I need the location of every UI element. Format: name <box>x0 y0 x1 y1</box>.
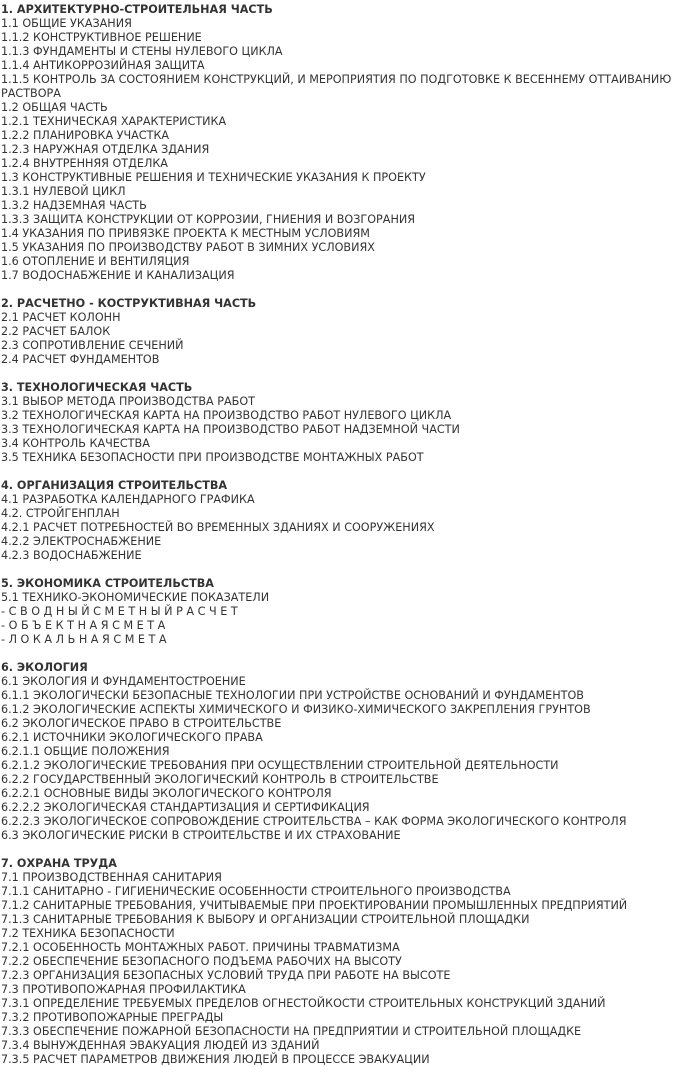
toc-item: 1.1 ОБЩИЕ УКАЗАНИЯ <box>1 17 132 30</box>
toc-item: 6.1 ЭКОЛОГИЯ И ФУНДАМЕНТОСТРОЕНИЕ <box>1 675 246 688</box>
toc-section <box>1 381 700 465</box>
toc-item: 3.5 ТЕХНИКА БЕЗОПАСНОСТИ ПРИ ПРОИЗВОДСТВЕ МОНТАЖНЫХ РАБОТ <box>1 451 424 464</box>
toc-section <box>1 3 700 283</box>
toc-section <box>1 857 700 1067</box>
toc-item: 7.1.1 САНИТАРНО - ГИГИЕНИЧЕСКИЕ ОСОБЕННОСТИ СТРОИТЕЛЬНОГО ПРОИЗВОДСТВА <box>1 885 511 898</box>
toc-item: 6.2.1.2 ЭКОЛОГИЧЕСКИЕ ТРЕБОВАНИЯ ПРИ ОСУЩЕСТВЛЕНИИ СТРОИТЕЛЬНОЙ ДЕЯТЕЛЬНОСТИ <box>1 759 559 772</box>
toc-item: 6.1.1 ЭКОЛОГИЧЕСКИ БЕЗОПАСНЫЕ ТЕХНОЛОГИИ ПРИ УСТРОЙСТВЕ ОСНОВАНИЙ И ФУНДАМЕНТОВ <box>1 689 584 702</box>
toc-item: 5.1 ТЕХНИКО-ЭКОНОМИЧЕСКИЕ ПОКАЗАТЕЛИ <box>1 591 270 604</box>
toc-item: 1.4 УКАЗАНИЯ ПО ПРИВЯЗКЕ ПРОЕКТА К МЕСТНЫМ УСЛОВИЯМ <box>1 227 370 240</box>
toc-item: 7.3.3 ОБЕСПЕЧЕНИЕ ПОЖАРНОЙ БЕЗОПАСНОСТИ НА ПРЕДПРИЯТИИ И СТРОИТЕЛЬНОЙ ПЛОЩАДКЕ <box>1 1025 582 1038</box>
toc-item: 7.3 ПРОТИВОПОЖАРНАЯ ПРОФИЛАКТИКА <box>1 983 246 996</box>
toc-item: 4.1 РАЗРАБОТКА КАЛЕНДАРНОГО ГРАФИКА <box>1 493 255 506</box>
toc-item: 4.2.1 РАСЧЕТ ПОТРЕБНОСТЕЙ ВО ВРЕМЕННЫХ ЗДАНИЯХ И СООРУЖЕНИЯХ <box>1 521 435 534</box>
toc-section <box>1 479 700 563</box>
toc-item: 1.2 ОБЩАЯ ЧАСТЬ <box>1 101 108 114</box>
toc-item: - С В О Д Н Ы Й С М Е Т Н Ы Й Р А С Ч Е Т <box>1 605 238 618</box>
toc-item: 7.3.2 ПРОТИВОПОЖАРНЫЕ ПРЕГРАДЫ <box>1 1011 224 1024</box>
toc-item: 7.3.1 ОПРЕДЕЛЕНИЕ ТРЕБУЕМЫХ ПРЕДЕЛОВ ОГНЕСТОЙКОСТИ СТРОИТЕЛЬНЫХ КОНСТРУКЦИЙ ЗДАНИЙ <box>1 997 606 1010</box>
toc-item: 6.3 ЭКОЛОГИЧЕСКИЕ РИСКИ В СТРОИТЕЛЬСТВЕ И ИХ СТРАХОВАНИЕ <box>1 829 401 842</box>
toc-item: 1.2.1 ТЕХНИЧЕСКАЯ ХАРАКТЕРИСТИКА <box>1 115 227 128</box>
toc-item: 3.4 КОНТРОЛЬ КАЧЕСТВА <box>1 437 150 450</box>
toc-item: 6.2.2.1 ОСНОВНЫЕ ВИДЫ ЭКОЛОГИЧЕСКОГО КОНТРОЛЯ <box>1 787 332 800</box>
section-title: 2. РАСЧЕТНО - КОСТРУКТИВНАЯ ЧАСТЬ <box>1 297 257 310</box>
section-title: 3. ТЕХНОЛОГИЧЕСКАЯ ЧАСТЬ <box>1 381 193 394</box>
toc-item: 7.3.5 РАСЧЕТ ПАРАМЕТРОВ ДВИЖЕНИЯ ЛЮДЕЙ В ПРОЦЕССЕ ЭВАКУАЦИИ <box>1 1053 430 1066</box>
toc-item: 1.2.3 НАРУЖНАЯ ОТДЕЛКА ЗДАНИЯ <box>1 143 210 156</box>
toc-item: 6.2.2.3 ЭКОЛОГИЧЕСКОЕ СОПРОВОЖДЕНИЕ СТРОИТЕЛЬСТВА – КАК ФОРМА ЭКОЛОГИЧЕСКОГО КОНТРОЛЯ <box>1 815 627 828</box>
toc-item: 2.3 СОПРОТИВЛЕНИЕ СЕЧЕНИЙ <box>1 339 184 352</box>
toc-item: 4.2. СТРОЙГЕНПЛАН <box>1 507 120 520</box>
toc-item: 1.2.4 ВНУТРЕННЯЯ ОТДЕЛКА <box>1 157 168 170</box>
toc-item: 7.2.3 ОРГАНИЗАЦИЯ БЕЗОПАСНЫХ УСЛОВИЙ ТРУДА ПРИ РАБОТЕ НА ВЫСОТЕ <box>1 969 451 982</box>
toc-item: 6.2.2.2 ЭКОЛОГИЧЕСКАЯ СТАНДАРТИЗАЦИЯ И СЕРТИФИКАЦИЯ <box>1 801 370 814</box>
toc-item: 7.2.2 ОБЕСПЕЧЕНИЕ БЕЗОПАСНОГО ПОДЪЕМА РАБОЧИХ НА ВЫСОТУ <box>1 955 402 968</box>
toc-item: 6.2 ЭКОЛОГИЧЕСКОЕ ПРАВО В СТРОИТЕЛЬСТВЕ <box>1 717 282 730</box>
section-title: 7. ОХРАНА ТРУДА <box>1 857 117 870</box>
toc-item: 1.3.2 НАДЗЕМНАЯ ЧАСТЬ <box>1 199 147 212</box>
toc-item: 7.2.1 ОСОБЕННОСТЬ МОНТАЖНЫХ РАБОТ. ПРИЧИНЫ ТРАВМАТИЗМА <box>1 941 400 954</box>
toc-item: 1.1.5 КОНТРОЛЬ ЗА СОСТОЯНИЕМ КОНСТРУКЦИЙ, И МЕРОПРИЯТИЯ ПО ПОДГОТОВКЕ К ВЕСЕННЕМУ ОТТАИВАНИЮ РАСТВОРА <box>1 73 672 100</box>
toc-item: - О Б Ъ Е К Т Н А Я С М Е Т А <box>1 619 166 632</box>
toc-item: 7.3.4 ВЫНУЖДЕННАЯ ЭВАКУАЦИЯ ЛЮДЕЙ ИЗ ЗДАНИЙ <box>1 1039 320 1052</box>
toc-section <box>1 577 700 647</box>
toc-item: 1.1.2 КОНСТРУКТИВНОЕ РЕШЕНИЕ <box>1 31 202 44</box>
toc-item: 6.2.1 ИСТОЧНИКИ ЭКОЛОГИЧЕСКОГО ПРАВА <box>1 731 263 744</box>
toc-item: 1.7 ВОДОСНАБЖЕНИЕ И КАНАЛИЗАЦИЯ <box>1 269 235 282</box>
toc-item: 4.2.3 ВОДОСНАБЖЕНИЕ <box>1 549 142 562</box>
toc-item: 1.6 ОТОПЛЕНИЕ И ВЕНТИЛЯЦИЯ <box>1 255 190 268</box>
toc-item: - Л О К А Л Ь Н А Я С М Е Т А <box>1 633 167 646</box>
toc-item: 6.2.2 ГОСУДАРСТВЕННЫЙ ЭКОЛОГИЧЕСКИЙ КОНТРОЛЬ В СТРОИТЕЛЬСТВЕ <box>1 773 439 786</box>
toc-item: 1.2.2 ПЛАНИРОВКА УЧАСТКА <box>1 129 170 142</box>
toc-item: 1.1.3 ФУНДАМЕНТЫ И СТЕНЫ НУЛЕВОГО ЦИКЛА <box>1 45 283 58</box>
toc-item: 1.5 УКАЗАНИЯ ПО ПРОИЗВОДСТВУ РАБОТ В ЗИМНИХ УСЛОВИЯХ <box>1 241 375 254</box>
section-title: 1. АРХИТЕКТУРНО-СТРОИТЕЛЬНАЯ ЧАСТЬ <box>1 3 273 16</box>
toc-item: 1.3.3 ЗАЩИТА КОНСТРУКЦИИ ОТ КОРРОЗИИ, ГНИЕНИЯ И ВОЗГОРАНИЯ <box>1 213 415 226</box>
toc-section <box>1 297 700 367</box>
toc-item: 3.1 ВЫБОР МЕТОДА ПРОИЗВОДСТВА РАБОТ <box>1 395 255 408</box>
toc-item: 7.1 ПРОИЗВОДСТВЕННАЯ САНИТАРИЯ <box>1 871 222 884</box>
toc-item: 4.2.2 ЭЛЕКТРОСНАБЖЕНИЕ <box>1 535 162 548</box>
toc-item: 7.1.2 САНИТАРНЫЕ ТРЕБОВАНИЯ, УЧИТЫВАЕМЫЕ ПРИ ПРОЕКТИРОВАНИИ ПРОМЫШЛЕННЫХ ПРЕДПРИЯТИЙ <box>1 899 628 912</box>
toc-section <box>1 661 700 843</box>
toc-item: 2.4 РАСЧЕТ ФУНДАМЕНТОВ <box>1 353 160 366</box>
toc-item: 7.1.3 САНИТАРНЫЕ ТРЕБОВАНИЯ К ВЫБОРУ И ОРГАНИЗАЦИИ СТРОИТЕЛЬНОЙ ПЛОЩАДКИ <box>1 913 530 926</box>
section-title: 4. ОРГАНИЗАЦИЯ СТРОИТЕЛЬСТВА <box>1 479 228 492</box>
toc-item: 2.1 РАСЧЕТ КОЛОНН <box>1 311 121 324</box>
section-title: 6. ЭКОЛОГИЯ <box>1 661 88 674</box>
toc-item: 6.1.2 ЭКОЛОГИЧЕСКИЕ АСПЕКТЫ ХИМИЧЕСКОГО И ФИЗИКО-ХИМИЧЕСКОГО ЗАКРЕПЛЕНИЯ ГРУНТОВ <box>1 703 591 716</box>
section-title: 5. ЭКОНОМИКА СТРОИТЕЛЬСТВА <box>1 577 214 590</box>
toc-item: 3.2 ТЕХНОЛОГИЧЕСКАЯ КАРТА НА ПРОИЗВОДСТВО РАБОТ НУЛЕВОГО ЦИКЛА <box>1 409 452 422</box>
toc-item: 6.2.1.1 ОБЩИЕ ПОЛОЖЕНИЯ <box>1 745 170 758</box>
toc-item: 1.3.1 НУЛЕВОЙ ЦИКЛ <box>1 185 126 198</box>
toc-item: 3.3 ТЕХНОЛОГИЧЕСКАЯ КАРТА НА ПРОИЗВОДСТВО РАБОТ НАДЗЕМНОЙ ЧАСТИ <box>1 423 460 436</box>
toc-item: 1.1.4 АНТИКОРРОЗИЙНАЯ ЗАЩИТА <box>1 59 205 72</box>
toc-item: 7.2 ТЕХНИКА БЕЗОПАСНОСТИ <box>1 927 175 940</box>
toc-item: 1.3 КОНСТРУКТИВНЫЕ РЕШЕНИЯ И ТЕХНИЧЕСКИЕ УКАЗАНИЯ К ПРОЕКТУ <box>1 171 426 184</box>
toc-item: 2.2 РАСЧЕТ БАЛОК <box>1 325 111 338</box>
